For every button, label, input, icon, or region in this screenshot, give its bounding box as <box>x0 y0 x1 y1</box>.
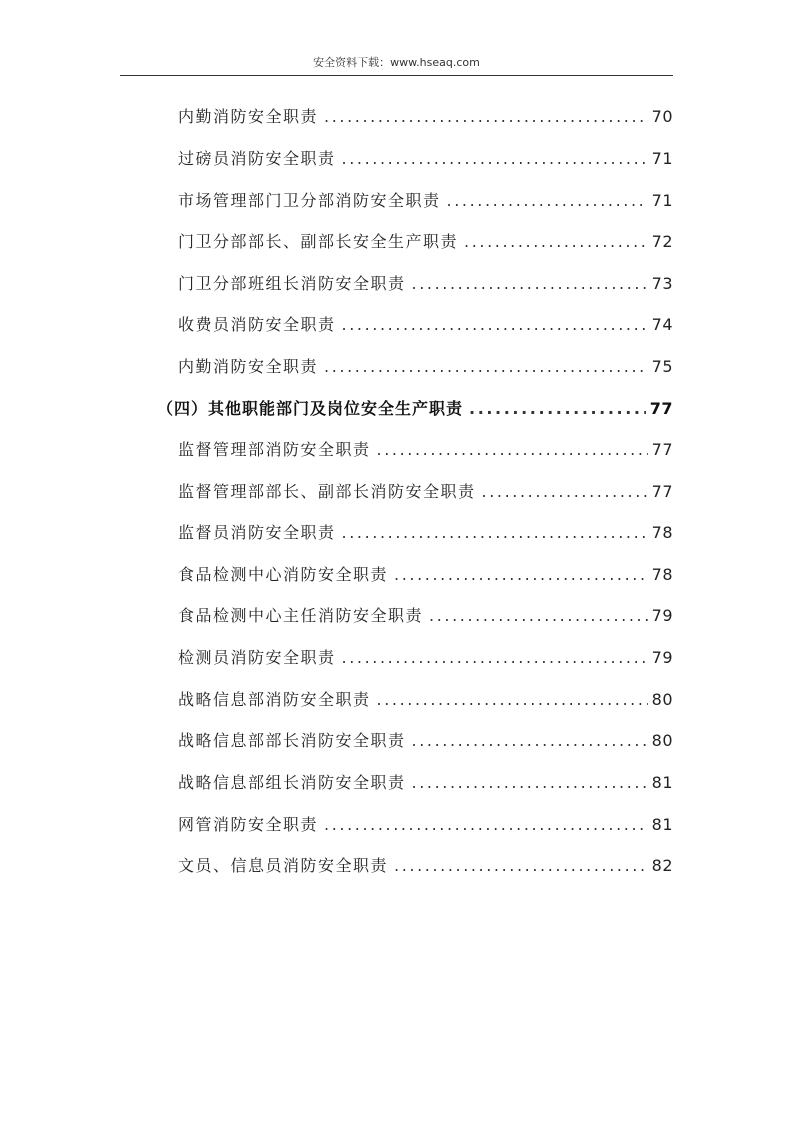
toc-entry[interactable] <box>178 272 673 296</box>
toc-entry-page: 72 <box>651 232 673 251</box>
dot-leader <box>324 355 648 379</box>
toc-entry[interactable] <box>178 604 673 628</box>
toc-entry[interactable] <box>178 646 673 670</box>
toc-entry-page: 79 <box>651 648 673 667</box>
toc-entry-title: 过磅员消防安全职责 <box>178 149 336 168</box>
dot-leader <box>324 105 648 129</box>
toc-entry[interactable] <box>178 521 673 545</box>
toc-entry[interactable] <box>178 189 673 213</box>
dot-leader <box>342 147 648 171</box>
toc-entry-title: （四）其他职能部门及岗位安全生产职责 <box>157 399 464 418</box>
toc-entry[interactable] <box>178 438 673 462</box>
dot-leader <box>324 813 648 837</box>
toc-entry-title: 市场管理部门卫分部消防安全职责 <box>178 191 441 210</box>
toc-entry-title: 监督管理部部长、副部长消防安全职责 <box>178 482 476 501</box>
toc-entry-page: 71 <box>651 191 673 210</box>
toc-entry-page: 80 <box>651 690 673 709</box>
dot-leader <box>342 313 648 337</box>
toc-entry[interactable] <box>178 313 673 337</box>
dot-leader <box>482 480 648 504</box>
toc-entry-page: 77 <box>651 440 673 459</box>
toc-entry-page: 78 <box>651 523 673 542</box>
toc-entry-title: 监督管理部消防安全职责 <box>178 440 371 459</box>
dot-leader <box>469 397 646 421</box>
toc-entry-page: 75 <box>651 357 673 376</box>
toc-entry-page: 79 <box>651 606 673 625</box>
toc-entry-title: 内勤消防安全职责 <box>178 357 319 376</box>
toc-entry-page: 71 <box>651 149 673 168</box>
toc-entry[interactable] <box>178 688 673 712</box>
toc-entry-title: 内勤消防安全职责 <box>178 107 319 126</box>
toc-entry-title: 检测员消防安全职责 <box>178 648 336 667</box>
dot-leader <box>412 729 648 753</box>
toc-entry-title: 收费员消防安全职责 <box>178 315 336 334</box>
toc-entry-title: 门卫分部部长、副部长安全生产职责 <box>178 232 459 251</box>
dot-leader <box>377 688 648 712</box>
toc-entry-page: 81 <box>651 773 673 792</box>
toc-entry[interactable] <box>178 105 673 129</box>
toc-entry[interactable] <box>178 563 673 587</box>
toc-entry[interactable] <box>178 854 673 878</box>
toc-entry-title: 食品检测中心主任消防安全职责 <box>178 606 424 625</box>
toc-entry-title: 战略信息部部长消防安全职责 <box>178 731 406 750</box>
dot-leader <box>377 438 648 462</box>
dot-leader <box>412 272 648 296</box>
toc-entry-title: 食品检测中心消防安全职责 <box>178 565 389 584</box>
toc-entry[interactable] <box>178 480 673 504</box>
header-text: 安全资料下载：www.hseaq.com <box>313 56 480 69</box>
toc-entry-page: 70 <box>651 107 673 126</box>
toc-entry-page: 74 <box>651 315 673 334</box>
toc-entry[interactable] <box>178 230 673 254</box>
toc-entry[interactable] <box>178 147 673 171</box>
toc-entry-title: 战略信息部组长消防安全职责 <box>178 773 406 792</box>
toc-entry-page: 78 <box>651 565 673 584</box>
toc-entry[interactable] <box>178 771 673 795</box>
toc-entry-title: 网管消防安全职责 <box>178 815 319 834</box>
toc-entry-page: 80 <box>651 731 673 750</box>
dot-leader <box>464 230 648 254</box>
toc-entry-title: 监督员消防安全职责 <box>178 523 336 542</box>
page-header <box>120 54 673 76</box>
toc-entry[interactable] <box>178 355 673 379</box>
toc-entry-page: 73 <box>651 274 673 293</box>
toc-entry[interactable] <box>178 729 673 753</box>
toc-entry-title: 门卫分部班组长消防安全职责 <box>178 274 406 293</box>
toc-entry-page: 81 <box>651 815 673 834</box>
dot-leader <box>394 563 648 587</box>
toc-entry-page: 77 <box>651 482 673 501</box>
dot-leader <box>412 771 648 795</box>
dot-leader <box>342 521 648 545</box>
dot-leader <box>342 646 648 670</box>
toc-entry[interactable] <box>178 813 673 837</box>
toc-entry-title: 战略信息部消防安全职责 <box>178 690 371 709</box>
toc-entry-page: 82 <box>651 856 673 875</box>
toc-entry-title: 文员、信息员消防安全职责 <box>178 856 389 875</box>
dot-leader <box>447 189 648 213</box>
toc-entry-page: 77 <box>649 399 673 418</box>
dot-leader <box>394 854 648 878</box>
dot-leader <box>429 604 648 628</box>
toc-section-heading[interactable] <box>157 397 673 421</box>
